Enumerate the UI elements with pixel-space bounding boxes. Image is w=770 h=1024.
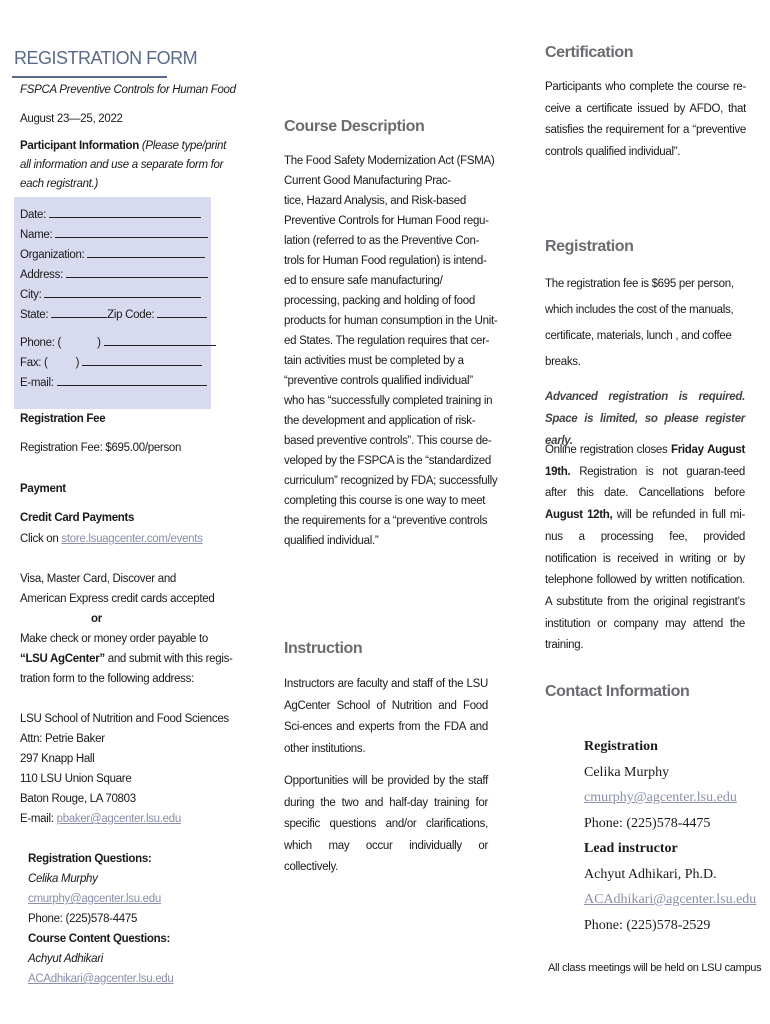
contact-lead-email[interactable]: ACAdhikari@agcenter.lsu.edu — [584, 892, 757, 907]
fax-label: Fax: ( — [20, 357, 48, 369]
store-link[interactable]: store.lsuagcenter.com/events — [61, 533, 203, 545]
address-line: LSU School of Nutrition and Food Sciences — [20, 713, 229, 725]
address-email-line — [20, 809, 229, 829]
contact-lead-name: Achyut Adhikari, Ph.D. — [584, 866, 717, 882]
contact-reg-name: Celika Murphy — [584, 764, 670, 780]
phone-field[interactable]: Phone: ( ) — [20, 334, 216, 349]
contact-lead-title: Lead instructor — [584, 841, 678, 856]
course-line: ed States. The regulation requires that cer- — [284, 335, 490, 347]
content-questions-heading: Course Content Questions: — [28, 933, 171, 945]
course-line: completing this course is one way to meet — [284, 495, 486, 507]
check-line-3: tration form to the following address: — [20, 673, 194, 685]
organization-field[interactable] — [20, 246, 205, 261]
participant-note-2: all information and use a separate form for — [20, 159, 224, 171]
course-line: ed to ensure safe manufacturing/ — [284, 275, 443, 287]
reg-questions-phone: Phone: (225)578-4475 — [28, 913, 138, 925]
course-line: Preventive Controls for Human Food regu- — [284, 215, 489, 227]
contact-reg-title: Registration — [584, 739, 658, 754]
course-line: based preventive controls”. This course de- — [284, 435, 492, 447]
payment-heading: Payment — [20, 483, 66, 495]
certification-text: Participants who complete the course re-ceive a certificate issued by AFDO, that satisfies the requirement for a “preventive controls qualified individual”. — [545, 81, 746, 158]
credit-heading: Credit Card Payments — [20, 512, 135, 524]
questions-block — [28, 849, 174, 989]
city-label: City: — [20, 289, 42, 301]
form-subtitle: FSPCA Preventive Controls for Human Food — [20, 84, 236, 96]
check-payee: “LSU AgCenter” — [20, 653, 105, 665]
course-line: curriculum” recognized by FDA; successfully — [284, 475, 498, 487]
course-line: the requirements for a “preventive controls — [284, 515, 488, 527]
check-line-1: Make check or money order payable to — [20, 633, 208, 645]
participant-info — [20, 137, 226, 194]
content-questions-contact: Achyut Adhikari — [28, 953, 103, 965]
click-on-text: Click on — [20, 533, 59, 545]
course-line: the development and application of risk- — [284, 415, 476, 427]
course-line: who has “successfully completed training in — [284, 395, 493, 407]
contact-reg-phone: Phone: (225)578-4475 — [584, 815, 711, 831]
online-friday: Friday — [670, 444, 704, 456]
participant-label: Participant Information — [20, 140, 139, 152]
address-email-label: E-mail: — [20, 813, 54, 825]
address-line: Attn: Petrie Baker — [20, 733, 105, 745]
address-email-link[interactable]: pbaker@agcenter.lsu.edu — [56, 813, 181, 825]
address-line: Baton Rouge, LA 70803 — [20, 793, 136, 805]
address-line: 110 LSU Union Square — [20, 773, 132, 785]
address-label: Address: — [20, 269, 63, 281]
course-line: veloped by the FSPCA is the “standardized — [284, 455, 491, 467]
phone-label: Phone: ( — [20, 337, 62, 349]
cards-line-1: Visa, Master Card, Discover and — [20, 573, 177, 585]
instruction-heading: Instruction — [284, 640, 363, 657]
online-text-2: Registration is not guaran-teed after this date. Cancellations before — [545, 465, 745, 500]
online-text-3: will be refunded in full mi-nus a processing fee, provided notification is received in writing or by telephone followed by written notification. A substitute from the original registrant’s institution or company may attend the training. — [545, 509, 745, 652]
email-label: E-mail: — [20, 377, 54, 389]
participant-note-1: (Please type/print — [141, 140, 226, 152]
online-text-1: Online registration closes — [545, 444, 668, 456]
course-line: The Food Safety Modernization Act (FSMA) — [284, 155, 495, 167]
content-questions-email[interactable]: ACAdhikari@agcenter.lsu.edu — [28, 973, 174, 985]
name-field[interactable] — [20, 226, 208, 241]
cards-line-2: American Express credit cards accepted — [20, 593, 215, 605]
course-line: tain activities must be completed by a — [284, 355, 464, 367]
participant-note-3: each registrant.) — [20, 178, 98, 190]
campus-note: All class meetings will be held on LSU campus — [548, 962, 762, 974]
organization-label: Organization: — [20, 249, 85, 261]
address-line: 297 Knapp Hall — [20, 753, 95, 765]
reg-questions-contact: Celika Murphy — [28, 873, 98, 885]
check-line-2 — [20, 649, 233, 669]
fax-field[interactable]: Fax: ( ) — [20, 354, 202, 369]
fee-text: Registration Fee: $695.00/person — [20, 442, 182, 454]
course-line: lation (referred to as the Preventive Con- — [284, 235, 480, 247]
reg-questions-heading: Registration Questions: — [28, 853, 152, 865]
certification-heading: Certification — [545, 44, 634, 61]
advanced-registration-note: Advanced registration is required. Space is limited, so please register early. — [545, 391, 745, 447]
zip-label: Zip Code: — [107, 309, 155, 321]
course-line: Current Good Manufacturing Prac- — [284, 175, 451, 187]
mailing-address — [20, 709, 229, 829]
form-title: REGISTRATION FORM — [14, 48, 198, 68]
or-text: or — [91, 613, 102, 625]
form-dates: August 23—25, 2022 — [20, 113, 123, 125]
name-label: Name: — [20, 229, 53, 241]
city-field[interactable] — [20, 286, 201, 301]
instruction-para-2: Opportunities will be provided by the staff during the two and half-day training for specific questions and/or clarifications, which may occur individually or collectively. — [284, 775, 488, 873]
course-description-heading: Course Description — [284, 118, 425, 135]
fee-line: The registration fee is $695 per person, — [545, 278, 734, 290]
instruction-para-1: Instructors are faculty and staff of the LSU AgCenter School of Nutrition and Food Sci-ences and experts from the FDA and other institutions. — [284, 678, 488, 755]
address-field[interactable] — [20, 266, 208, 281]
fee-line: certificate, materials, lunch , and coffee — [545, 330, 732, 342]
registration-heading: Registration — [545, 238, 634, 255]
date-label: Date: — [20, 209, 46, 221]
check-line-2-text: and submit with this regis- — [107, 653, 233, 665]
store-line — [20, 529, 203, 549]
contact-lead-phone: Phone: (225)578-2529 — [584, 917, 711, 933]
course-line: products for human consumption in the Unit- — [284, 315, 498, 327]
fee-heading: Registration Fee — [20, 413, 106, 425]
state-label: State: — [20, 309, 49, 321]
title-divider — [12, 76, 167, 78]
date-field[interactable] — [20, 206, 201, 221]
state-zip-field[interactable] — [20, 306, 207, 321]
contact-reg-email[interactable]: cmurphy@agcenter.lsu.edu — [584, 790, 737, 805]
online-aug19: August 19th. — [545, 444, 745, 478]
course-line: trols for Human Food regulation) is intend- — [284, 255, 487, 267]
course-description-text — [284, 151, 498, 551]
contact-heading: Contact Information — [545, 683, 690, 700]
reg-questions-email[interactable]: cmurphy@agcenter.lsu.edu — [28, 893, 161, 905]
course-line: tice, Hazard Analysis, and Risk-based — [284, 195, 466, 207]
fee-line: which includes the cost of the manuals, — [545, 304, 734, 316]
online-aug12: August 12th, — [545, 509, 613, 522]
registration-fee-text — [545, 271, 734, 375]
online-registration-text — [545, 440, 745, 657]
course-line: processing, packing and holding of food — [284, 295, 475, 307]
email-field[interactable] — [20, 374, 207, 389]
course-line: qualified individual.” — [284, 535, 379, 547]
contact-block — [584, 734, 756, 938]
fee-line: breaks. — [545, 356, 581, 368]
course-line: “preventive controls qualified individual” — [284, 375, 473, 387]
